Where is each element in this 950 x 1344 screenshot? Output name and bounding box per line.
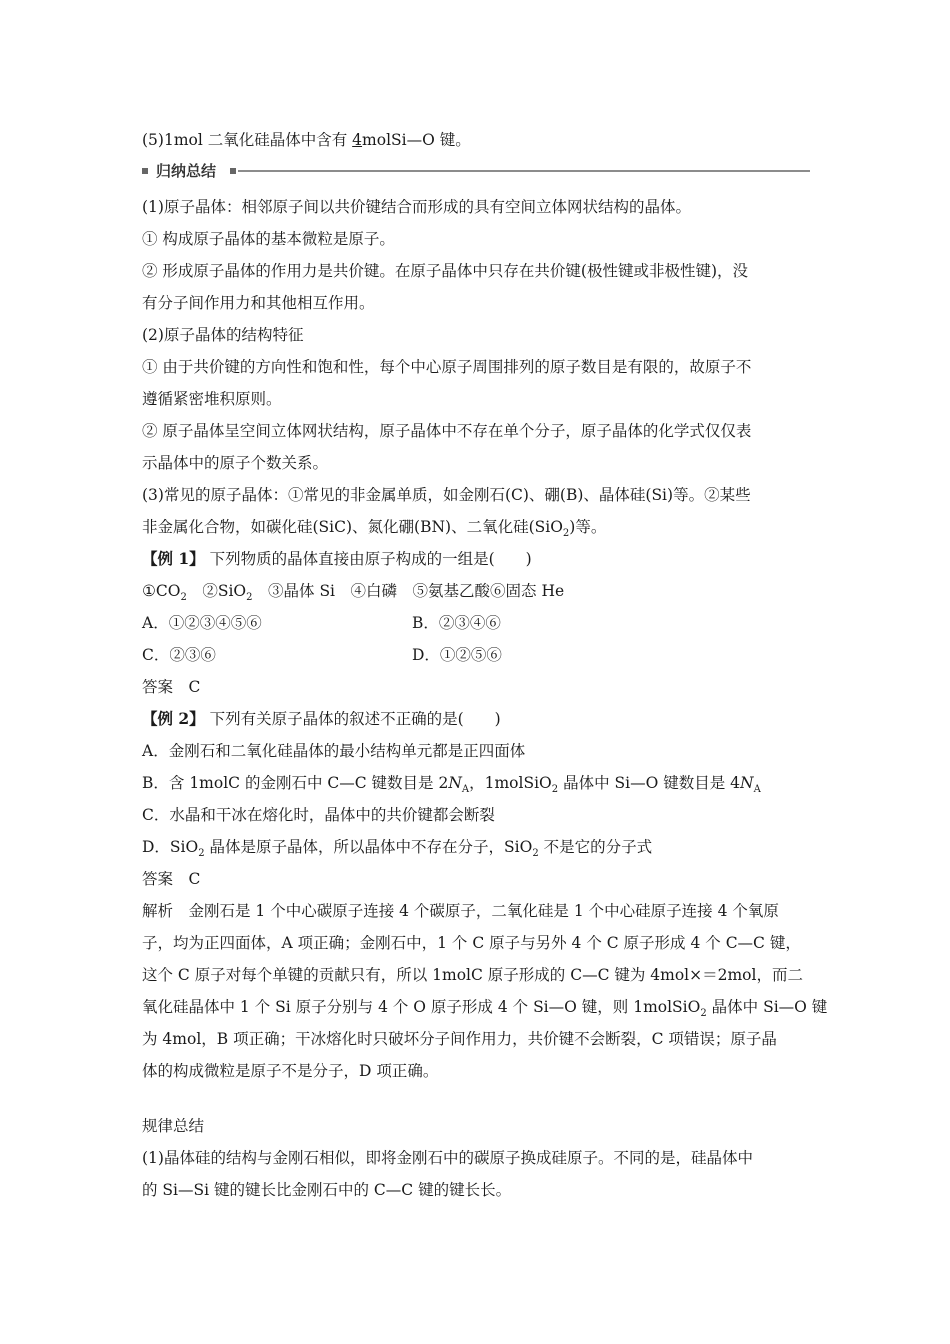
intro-underlined: 4 <box>352 131 363 149</box>
summary-line: ② 原子晶体呈空间立体网状结构，原子晶体中不存在单个分子，原子晶体的化学式仅仅表 <box>142 422 752 440</box>
option-text: ，1molSiO <box>469 774 552 792</box>
summary-line <box>142 516 606 545</box>
option-text: D．SiO <box>142 838 199 856</box>
subscript: A <box>753 784 761 796</box>
section-heading <box>142 160 810 182</box>
analysis-line: 体的构成微粒是原子不是分子，D 项正确。 <box>142 1062 439 1080</box>
square-bullet-icon <box>142 168 148 174</box>
option-text: 晶体是原子晶体，所以晶体中不存在分子，SiO <box>204 838 533 856</box>
summary-line: 示晶体中的原子个数关系。 <box>142 454 329 472</box>
summary-line: 有分子间作用力和其他相互作用。 <box>142 294 375 312</box>
item-text: ①CO <box>142 582 181 600</box>
intro-line <box>142 129 471 151</box>
avogadro-symbol: N <box>448 774 462 792</box>
analysis-text: 氧化硅晶体中 1 个 Si 原子分别与 4 个 O 原子形成 4 个 Si—O 键，则 1molSiO <box>142 998 701 1016</box>
example2-answer: 答案 C <box>142 870 201 888</box>
subscript: 2 <box>562 528 570 540</box>
example1-option-a: A．①②③④⑤⑥ <box>142 614 262 632</box>
analysis-line: 解析 金刚石是 1 个中心碳原子连接 4 个碳原子，二氧化硅是 1 个中心硅原子连接 4 个氧原 <box>142 902 779 920</box>
example1-tag: 【例 1】 <box>142 549 205 568</box>
analysis-text-end: 晶体中 Si—O 键 <box>706 998 828 1016</box>
summary-line: 遵循紧密堆积原则。 <box>142 390 282 408</box>
summary-line: ② 形成原子晶体的作用力是共价键。在原子晶体中只存在共价键(极性键或非极性键)，没 <box>142 262 749 280</box>
analysis-line: 子，均为正四面体，A 项正确；金刚石中，1 个 C 原子与另外 4 个 C 原子形成 4 个 C—C 键， <box>142 934 801 952</box>
summary-text-end: )等。 <box>569 518 607 536</box>
example2-option-d <box>142 836 652 865</box>
example1-option-d: D．①②⑤⑥ <box>412 646 502 664</box>
example1-option-b: B．②③④⑥ <box>412 614 501 632</box>
square-bullet-icon <box>230 168 236 174</box>
example2-tag: 【例 2】 <box>142 709 205 728</box>
item-text: ③晶体 Si ④白磷 ⑤氨基乙酸⑥固态 He <box>252 582 565 600</box>
summary-line: (1)原子晶体：相邻原子间以共价键结合而形成的具有空间立体网状结构的晶体。 <box>142 198 691 216</box>
summary-line: ① 构成原子晶体的基本微粒是原子。 <box>142 230 395 248</box>
analysis-line: 这个 C 原子对每个单键的贡献只有，所以 1molC 原子形成的 C—C 键为 4mol×＝2mol，而二 <box>142 966 803 984</box>
subscript: 2 <box>180 592 187 604</box>
subscript: 2 <box>700 1008 707 1020</box>
example1-question <box>142 548 532 570</box>
example1-option-c: C．②③⑥ <box>142 646 216 664</box>
summary-line: (2)原子晶体的结构特征 <box>142 326 304 344</box>
avogadro-symbol: N <box>740 774 754 792</box>
example1-answer: 答案 C <box>142 678 201 696</box>
subscript: 2 <box>551 784 559 796</box>
option-text: 晶体中 Si—O 键数目是 4 <box>558 774 740 792</box>
analysis-line <box>142 996 827 1025</box>
rule-line: 的 Si—Si 键的键长比金刚石中的 C—C 键的键长长。 <box>142 1181 512 1199</box>
option-text: B．含 1molC 的金刚石中 C—C 键数目是 2 <box>142 774 449 792</box>
intro-text-end: molSi—O 键。 <box>362 131 471 149</box>
example1-items <box>142 580 564 609</box>
example2-option-b <box>142 772 761 801</box>
subscript: 2 <box>198 848 205 860</box>
rule-title: 规律总结 <box>142 1117 205 1135</box>
subscript: 2 <box>532 848 539 860</box>
intro-text: (5)1mol 二氧化硅晶体中含有 <box>142 131 353 149</box>
rule-line: (1)晶体硅的结构与金刚石相似，即将金刚石中的碳原子换成硅原子。不同的是，硅晶体中 <box>142 1149 753 1167</box>
example2-option-a: A．金刚石和二氧化硅晶体的最小结构单元都是正四面体 <box>142 742 526 760</box>
example2-question-text: 下列有关原子晶体的叙述不正确的是( ) <box>204 710 501 728</box>
divider <box>238 170 810 172</box>
option-text: 不是它的分子式 <box>538 838 653 856</box>
example1-question-text: 下列物质的晶体直接由原子构成的一组是( ) <box>204 550 532 568</box>
section-title: 归纳总结 <box>156 162 217 180</box>
example2-option-c: C．水晶和干冰在熔化时，晶体中的共价键都会断裂 <box>142 806 495 824</box>
item-text: ②SiO <box>186 582 247 600</box>
summary-text: 非金属化合物，如碳化硅(SiC)、氮化硼(BN)、二氧化硅(SiO <box>142 518 563 536</box>
subscript: 2 <box>246 592 253 604</box>
subscript: A <box>461 784 470 796</box>
summary-line: (3)常见的原子晶体：①常见的非金属单质，如金刚石(C)、硼(B)、晶体硅(Si)等。②某些 <box>142 486 751 504</box>
analysis-line: 为 4mol，B 项正确；干冰熔化时只破坏分子间作用力，共价键不会断裂，C 项错误；原子晶 <box>142 1030 777 1048</box>
summary-line: ① 由于共价键的方向性和饱和性，每个中心原子周围排列的原子数目是有限的，故原子不 <box>142 358 752 376</box>
example2-question <box>142 708 501 730</box>
